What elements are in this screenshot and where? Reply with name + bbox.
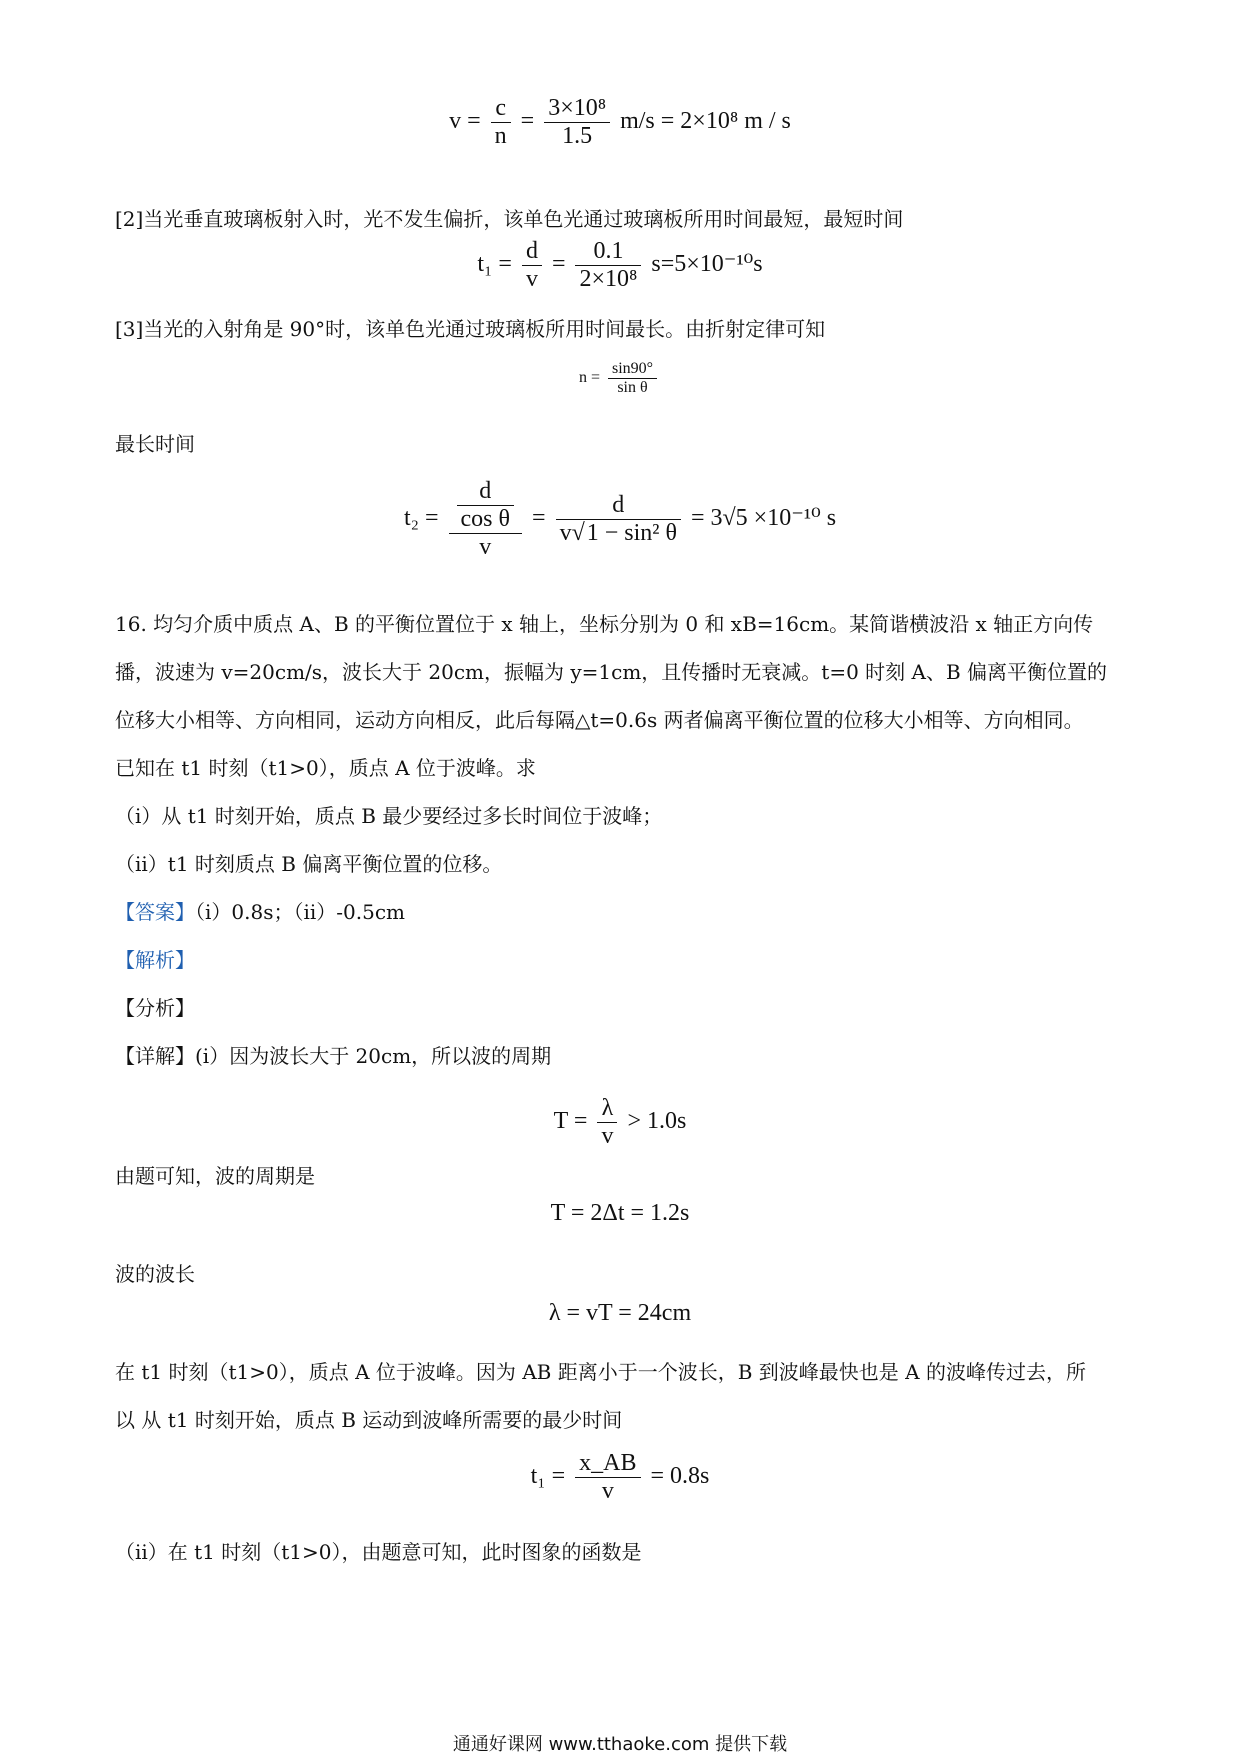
eq-rhs: m/s = 2×10⁸ m / s [620,108,791,135]
fraction-value [575,238,641,293]
numerator: λ [597,1095,617,1123]
question-line: 位移大小相等、方向相同，运动方向相反，此后每隔△t=0.6s 两者偏离平衡位置的位移大小相等、方向相同。 [115,708,1084,732]
eq-lhs: t₂ = [403,505,439,532]
fraction-value [544,95,610,150]
text-line: 波的波长 [115,1262,195,1286]
question-line: 已知在 t1 时刻（t1>0），质点 A 位于波峰。求 [115,756,536,780]
fraction-sqrt [556,492,681,547]
text-line: 在 t1 时刻（t1>0），质点 A 位于波峰。因为 AB 距离小于一个波长，B 到波峰最快也是 A 的波峰传过去，所 [115,1360,1086,1384]
eq-rhs: s=5×10⁻¹⁰s [651,251,763,278]
equation-refraction [0,360,1240,397]
denominator: 2×10⁸ [579,266,638,292]
inner-fraction [457,478,515,533]
text-line: 最长时间 [115,432,195,456]
denominator: 1.5 [562,123,593,149]
compound-fraction [449,478,523,561]
text-line: [3]当光的入射角是 90°时，该单色光通过玻璃板所用时间最长。由折射定律可知 [115,317,826,341]
compound-numerator [449,478,523,534]
answer-line [115,888,1135,936]
paragraph-2 [115,195,1135,243]
fraction-lambda-over-v [597,1095,617,1150]
denominator: v [601,1478,614,1504]
eq-lhs: t₁ = [477,251,512,278]
text-line: （ii）在 t1 时刻（t1>0），由题意可知，此时图象的函数是 [115,1540,642,1564]
answer-text: （i）0.8s；（ii）-0.5cm [195,900,405,924]
analysis-tag: 【解析】 [115,948,195,972]
equation-period-bound [0,1095,1240,1150]
eq-rhs: = 0.8s [650,1463,710,1490]
numerator: 0.1 [575,238,641,266]
equation-t2 [0,478,1240,561]
equation-speed [0,95,1240,150]
equation-t1 [0,238,1240,293]
question-line: （ii）t1 时刻质点 B 偏离平衡位置的位移。 [115,852,503,876]
denominator: v [525,266,538,292]
numerator: x_AB [575,1450,640,1478]
paragraph-wavelength [115,1250,1135,1298]
denominator: v [601,1123,614,1149]
fraction-xab-over-v [575,1450,640,1505]
denominator: n [494,123,507,149]
eq-lhs: v = [449,108,481,135]
equals: = [532,505,546,532]
equals: = [551,251,566,278]
numerator: d [457,478,515,506]
numerator: c [491,95,511,123]
paragraph-reason [115,1348,1135,1444]
sqrt-body: 1 − sin² θ [586,520,677,546]
paragraph-ii [115,1528,1135,1576]
eq-rhs: > 1.0s [627,1108,687,1135]
fraction-sin [608,360,657,397]
question-line: 播，波速为 v=20cm/s，波长大于 20cm，振幅为 y=1cm，且传播时无衰减。t=0 时刻 A、B 偏离平衡位置的 [115,660,1108,684]
denominator: cos θ [460,506,511,532]
equation-wavelength: λ = vT = 24cm [548,1300,692,1326]
page-footer: 通通好课网 www.tthaoke.com 提供下载 [452,1734,788,1755]
question-line: （i）从 t1 时刻开始，质点 B 最少要经过多长时间位于波峰； [115,804,663,828]
question-16 [115,600,1135,1080]
fenxi-heading: 【分析】 [115,996,195,1020]
denominator: v [479,534,492,560]
answer-tag: 【答案】 [115,900,195,924]
numerator: sin90° [608,360,657,379]
eq-lhs: n = [578,369,600,387]
numerator: d [522,238,542,266]
eq-lhs: T = [553,1108,588,1135]
equals: = [520,108,535,135]
eq-lhs: t₁ = [530,1463,566,1490]
fraction-d-over-v [522,238,542,293]
paragraph-period [115,1152,1135,1200]
paragraph-4 [115,420,1135,468]
text-line: 以 从 t1 时刻开始，质点 B 运动到波峰所需要的最少时间 [115,1408,623,1432]
numerator: 3×10⁸ [544,95,610,123]
numerator: d [556,492,681,520]
text-line: [2]当光垂直玻璃板射入时，光不发生偏折，该单色光通过玻璃板所用时间最短，最短时间 [115,207,904,231]
den-v: v [559,520,572,546]
text-line: 由题可知，波的周期是 [115,1164,315,1188]
detail-line: 【详解】(i）因为波长大于 20cm，所以波的周期 [115,1044,552,1068]
equation-period: T = 2Δt = 1.2s [550,1200,690,1226]
equation-min-time [0,1450,1240,1505]
denominator: v√1 − sin² θ [559,520,677,546]
eq-rhs: = 3√5 ×10⁻¹⁰ s [690,505,837,532]
fraction-c-over-n [491,95,511,150]
paragraph-3 [115,305,1135,353]
denominator: sin θ [617,379,648,396]
question-line: 16. 均匀介质中质点 A、B 的平衡位置位于 x 轴上，坐标分别为 0 和 xB=16cm。某简谐横波沿 x 轴正方向传 [115,612,1094,636]
